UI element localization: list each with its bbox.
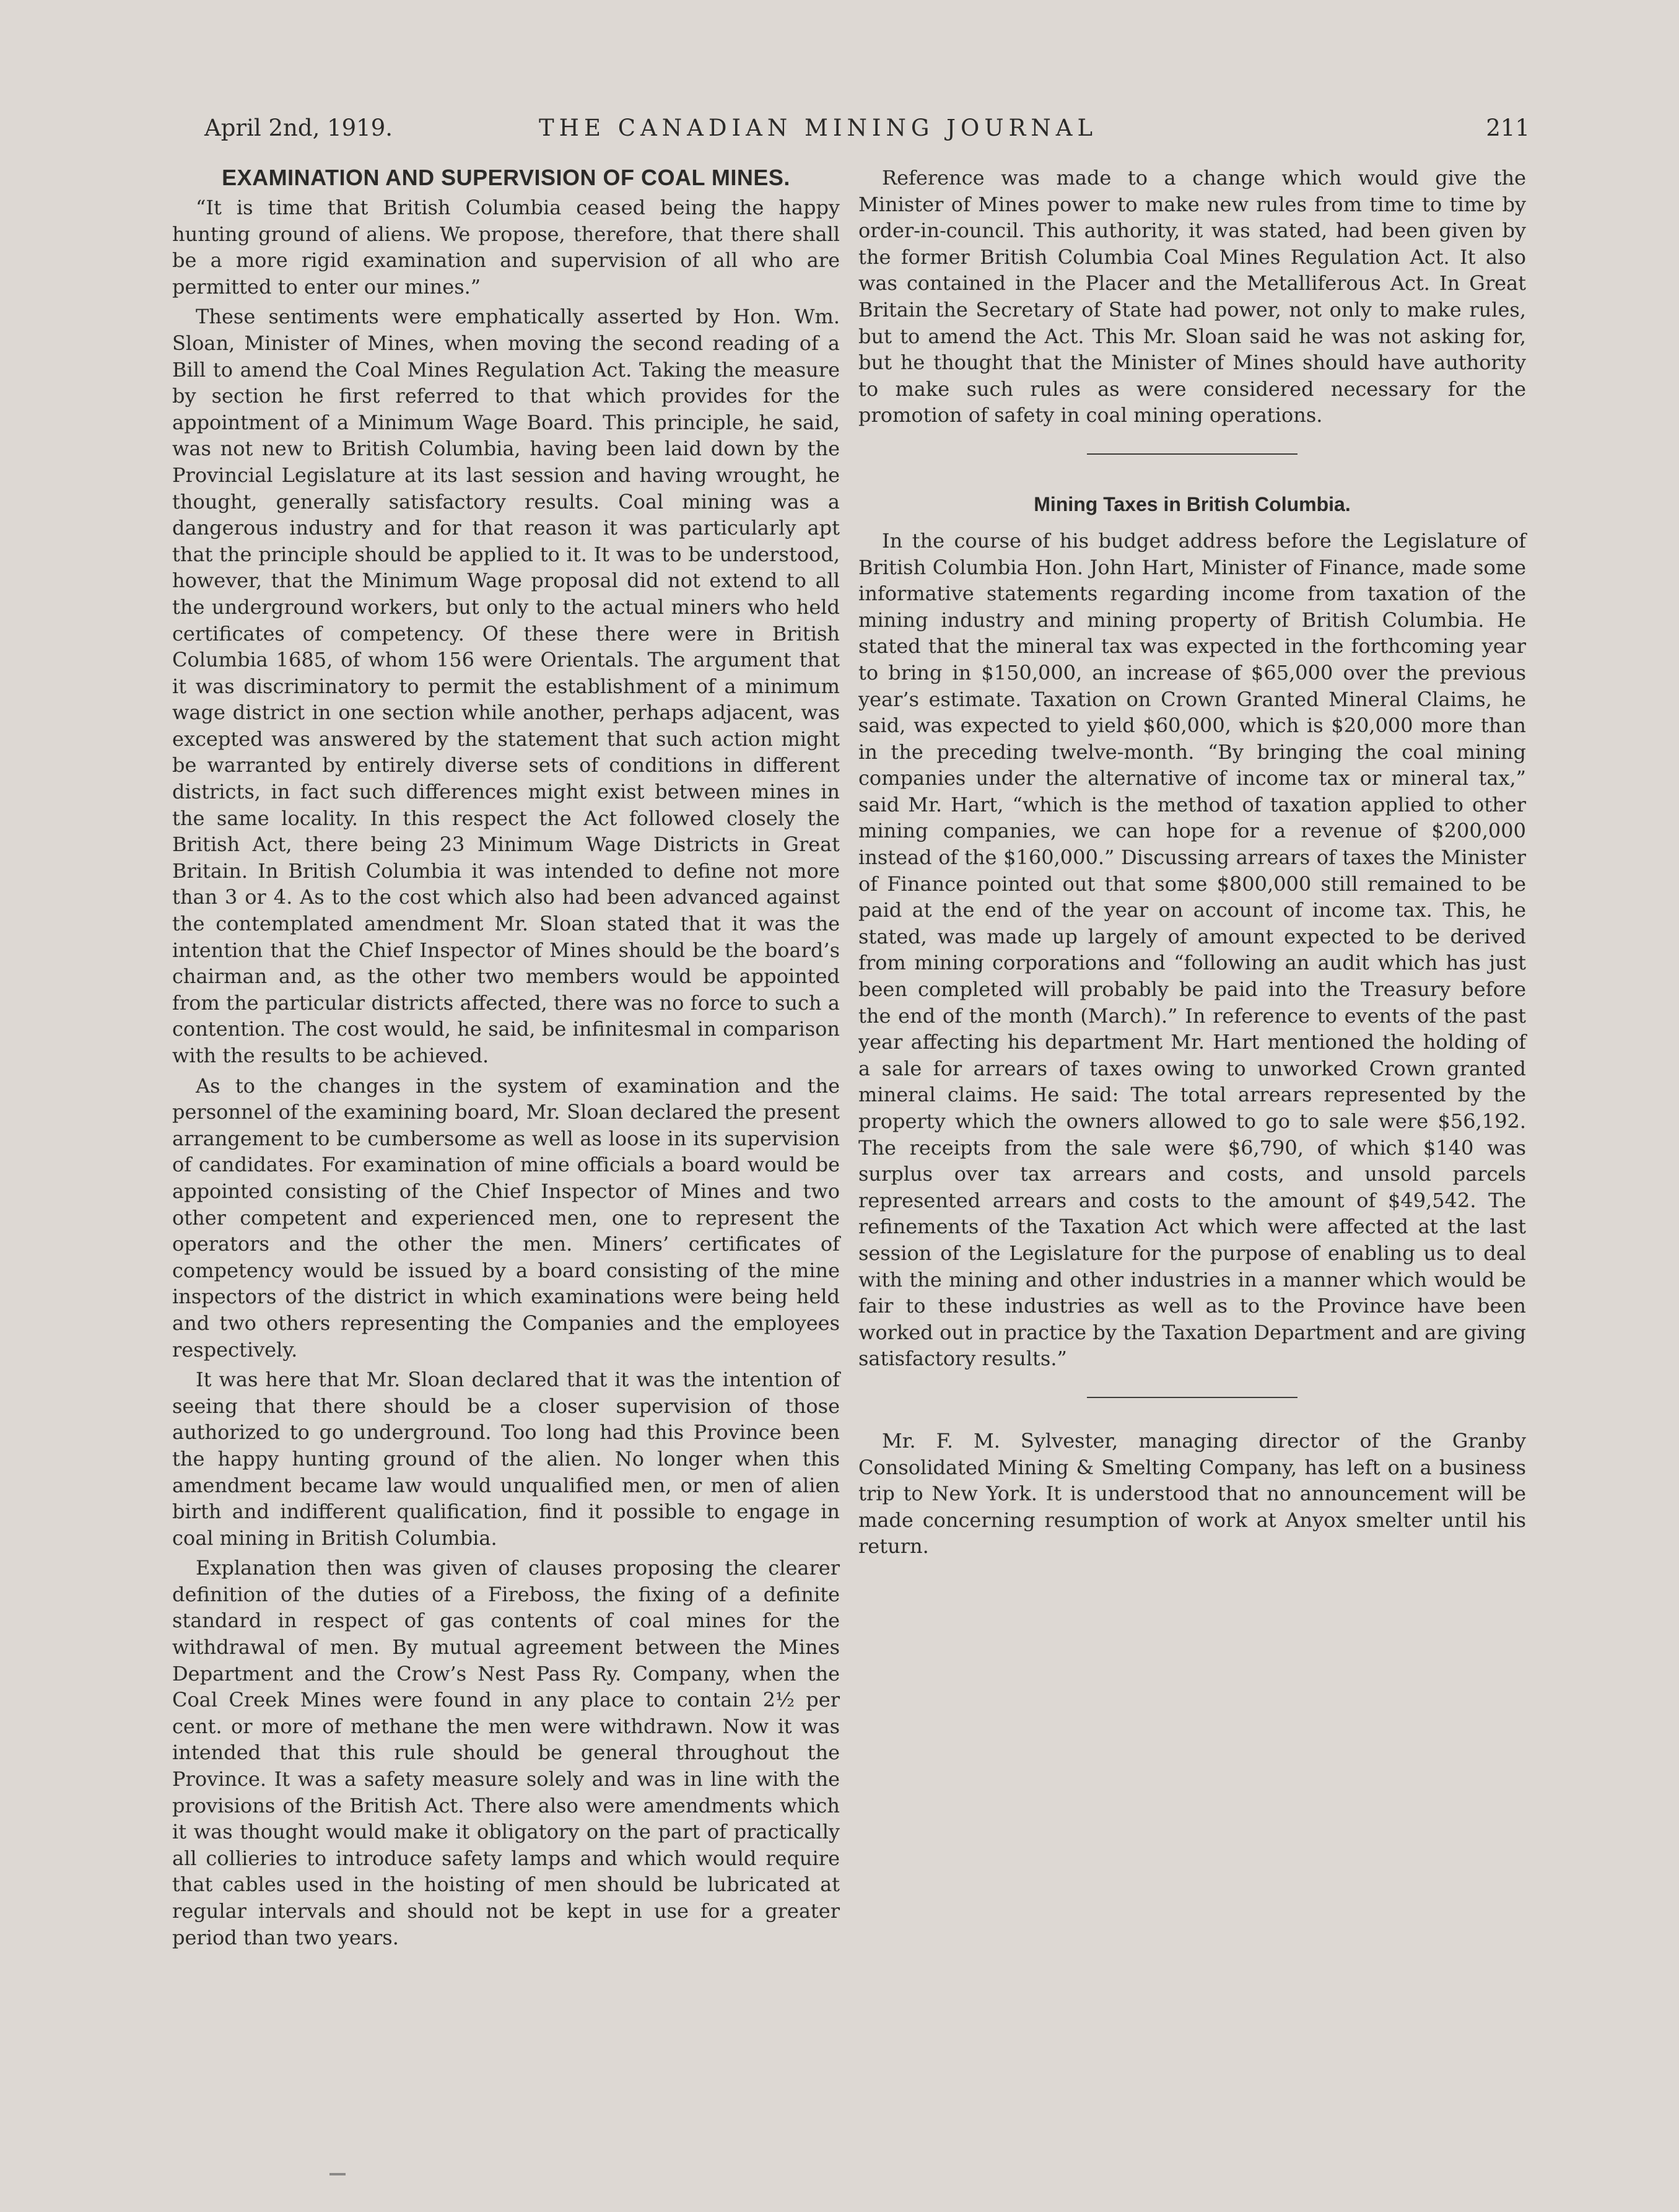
article-paragraph-5: Explanation then was given of clauses proposing the clearer definition of the duties of a Fireboss, the fixing of a definite standard in respect of gas contents of coal mines for the withdrawal of men. By mutual agreement between the Mines Department and the Crow’s Nest Pass Ry. Company, when the Coal Creek Mines were found in any place to contain 2½ per cent. or more of methane the men were withdrawn. Now it was intended that this rule should be general throughout the Province. It was a safety measure solely and was in line with the provisions of the British Act. There also were amendments which it was thought would make it obligatory on the part of practically all collieries to introduce safety lamps and which would require that cables used in the hoisting of men should be lubricated at regular intervals and should not be kept in use for a greater period than two years. — [172, 1556, 840, 1949]
article-paragraph-2: These sentiments were emphatically asserted by Hon. Wm. Sloan, Minister of Mines, when moving the second reading of a Bill to amend the Coal Mines Regulation Act. Taking the measure by section he first referred to that which provides for the appointment of a Minimum Wage Board. This principle, he said, was not new to British Columbia, having been laid down by the Provincial Legislature at its last session and having wrought, he thought, generally satisfactory results. Coal mining was a dangerous industry and for that reason it was particularly apt that the principle should be applied to it. It was to be understood, however, that the Minimum Wage proposal did not extend to all the underground workers, but only to the actual miners who held certificates of competency. Of these there were in British Columbia 1685, of whom 156 were Orientals. The argument that it was discriminatory to permit the establishment of a minimum wage district in one section while another, perhaps adjacent, was excepted was answered by the statement that such action might be warranted by entirely diverse sets of conditions in different districts, in fact such differences might exist between mines in the same locality. In this respect the Act followed closely the British Act, there being 23 Minimum Wage Districts in Great Britain. In British Columbia it was intended to define not more than 3 or 4. As to the cost which also had been advanced against the contemplated amendment Mr. Sloan stated that it was the intention that the Chief Inspector of Mines should be the board’s chairman and, as the other two members would be appointed from the particular districts affected, there was no force to such a contention. The cost would, he said, be infinitesmal in comparison with the results to be achieved. — [172, 305, 840, 1067]
article-paragraph-3: As to the changes in the system of examination and the personnel of the examining board, Mr. Sloan declared the present arrangement to be cumbersome as well as loose in its supervision of candidates. For examination of mine officials a board would be appointed consisting of the Chief Inspector of Mines and two other competent and experienced men, one to represent the operators and the other the men. Miners’ certificates of competency would be issued by a board consisting of the mine inspectors of the district in which examinations were being held and two others representing the Companies and the employees respectively. — [172, 1073, 840, 1362]
taxes-paragraph: In the course of his budget address before the Legislature of British Columbia Hon. John Hart, Minister of Finance, made some informative statements regarding income from taxation of the mining industry and mining property of British Columbia. He stated that the mineral tax was expected in the forthcoming year to bring in $150,000, an increase of $65,000 over the previous year’s estimate. Taxation on Crown Granted Mineral Claims, he said, was expected to yield $60,000, which is $20,000 more than in the preceding twelve-month. “By bringing the coal mining companies under the alternative of income tax or mineral tax,” said Mr. Hart, “which is the method of taxation applied to other mining companies, we can hope for a revenue of $200,000 instead of the $160,000.” Discussing arrears of taxes the Minister of Finance pointed out that some $800,000 still remained to be paid at the end of the year on account of income tax. This, he stated, was made up largely of amount expected to be derived from mining corporations and “following an audit which has just been completed will probably be paid into the Treasury before the end of the month (March).” In reference to events of the past year affecting his department Mr. Hart mentioned the holding of a sale for arrears of taxes owing to unworked Crown granted mineral claims. He said: The total arrears represented by the property which the owners allowed to go to sale were $56,192. The receipts from the sale were $6,790, of which $140 was surplus over tax arrears and costs, and unsold parcels represented arrears and costs to the amount of $49,542. The refinements of the Taxation Act which were affected at the last session of the Legislature for the purpose of enabling us to deal with the mining and other industries in a manner which would be fair to these industries as well as to the Province have been worked out in practice by the Taxation Department and are giving satisfactory results.” — [858, 528, 1526, 1371]
article-heading: EXAMINATION AND SUPERVISION OF COAL MINES. — [222, 165, 790, 190]
article-paragraph-6: Reference was made to a change which would give the Minister of Mines power to make new rules from time to time by order-in-council. This authority, it was stated, had been given by the former British Columbia Coal Mines Regulation Act. It also was contained in the Placer and the Metalliferous Act. In Great Britain the Secretary of State had power, not only to make rules, but to amend the Act. This Mr. Sloan said he was not asking for, but he thought that the Minister of Mines should have authority to make such rules as were considered necessary for the promotion of safety in coal mining operations. — [858, 166, 1526, 427]
taxes-heading: Mining Taxes in British Columbia. — [1034, 492, 1351, 515]
notice-paragraph: Mr. F. M. Sylvester, managing director of the Granby Consolidated Mining & Smelting Company, has left on a business trip to New York. It is understood that no announcement will be made concerning resumption of work at Anyox smelter until his return. — [858, 1428, 1526, 1558]
article-paragraph-1: “It is time that British Columbia ceased being the happy hunting ground of aliens. We propose, therefore, that there shall be a more rigid examination and supervision of all who are permitted to enter our mines.” — [172, 196, 840, 299]
right-column — [858, 165, 1526, 1560]
journal-title: THE CANADIAN MINING JOURNAL — [539, 115, 1098, 141]
notice-divider — [1087, 1397, 1297, 1398]
page-number: 211 — [1486, 115, 1530, 141]
section-divider — [1087, 453, 1297, 455]
print-mark — [329, 2173, 346, 2175]
running-head — [204, 107, 1530, 150]
left-column — [172, 165, 840, 1951]
article-paragraph-4: It was here that Mr. Sloan declared that it was the intention of seeing that there should be a closer supervision of those authorized to go underground. Too long had this Province been the happy hunting ground of the alien. No longer when this amendment became law would unqualified men, or men of alien birth and indifferent qualification, find it possible to engage in coal mining in British Columbia. — [172, 1368, 840, 1550]
issue-date: April 2nd, 1919. — [204, 115, 393, 141]
